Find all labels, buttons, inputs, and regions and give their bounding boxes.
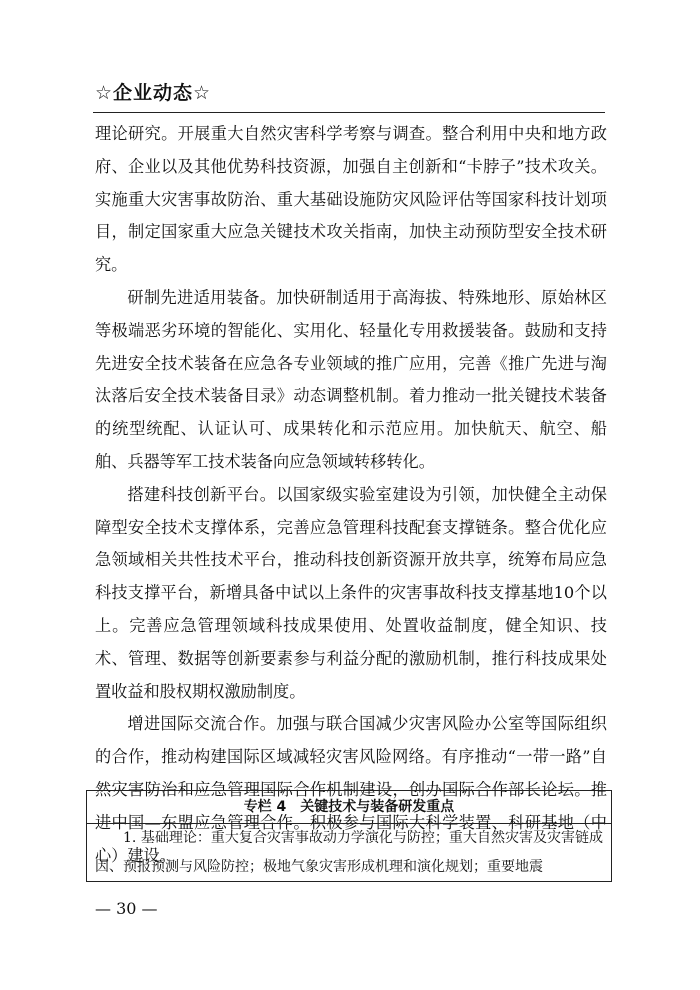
paragraph-2: 研制先进适用装备。加快研制适用于高海拔、特殊地形、原始林区等极端恶劣环境的智能化、实用化、轻量化专用救援装备。鼓励和支持先进安全技术装备在应急各专业领域的推广应用，完善《推广先进与淘汰落后安全技术装备目录》动态调整机制。着力推动一批关键技术装备的统型统配、认证认可、成果转化和示范应用。加快航天、航空、船舶、兵器等军工技术装备向应急领域转移转化。 <box>95 287 607 471</box>
column-box-text: 1. 基础理论：重大复合灾害事故动力学演化与防控；重大自然灾害及灾害链成因、预报预测与风险防控；极地气象灾害形成机理和演化规划；重要地震 <box>95 830 603 875</box>
column-box <box>86 790 612 882</box>
body-text <box>95 118 607 872</box>
column-box-title: 专栏 4 关键技术与装备研发重点 <box>87 791 611 824</box>
page-number: — 30 — <box>95 899 158 918</box>
header-rule <box>93 112 605 113</box>
paragraph-4: 增进国际交流合作。加强与联合国减少灾害风险办公室等国际组织的合作，推动构建国际区域减轻灾害风险网络。有序推动“一带一路”自然灾害防治和应急管理国际合作机制建设，创办国际合作部长论坛。推进中国—东盟应急管理合作。积极参与国际大科学装置、科研基地（中心）建设。 <box>95 714 607 865</box>
paragraph-3: 搭建科技创新平台。以国家级实验室建设为引领，加快健全主动保障型安全技术支撑体系，完善应急管理科技配套支撑链条。整合优化应急领域相关共性技术平台，推动科技创新资源开放共享，统筹布局应急科技支撑平台，新增具备中试以上条件的灾害事故科技支撑基地10个以上。完善应急管理领域科技成果使用、处置收益制度，健全知识、技术、管理、数据等创新要素参与利益分配的激励机制，推行科技成果处置收益和股权期权激励制度。 <box>95 484 607 701</box>
section-header: ☆企业动态☆ <box>95 82 212 104</box>
paragraph-1: 理论研究。开展重大自然灾害科学考察与调查。整合利用中央和地方政府、企业以及其他优势科技资源，加强自主创新和“卡脖子”技术攻关。实施重大灾害事故防治、重大基础设施防灾风险评估等国家科技计划项目，制定国家重大应急关键技术攻关指南，加快主动预防型安全技术研究。 <box>95 124 607 275</box>
